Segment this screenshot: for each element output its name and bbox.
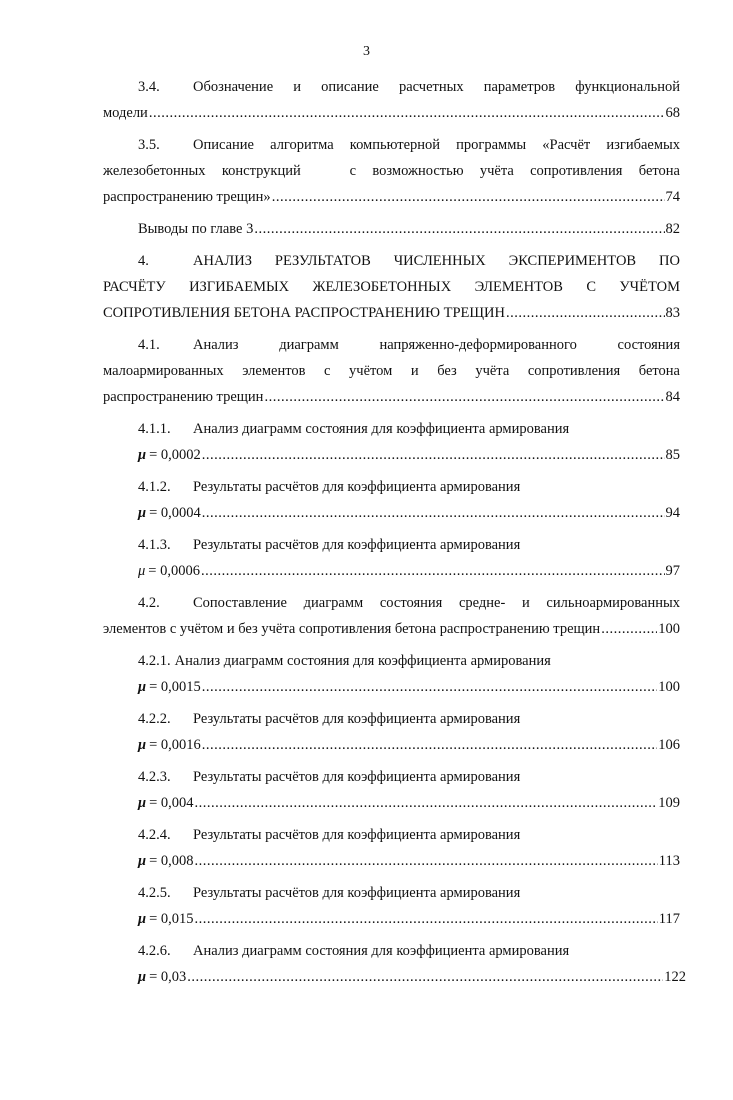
leader-dots [506, 300, 665, 326]
leader-dots [264, 384, 664, 410]
toc-entry-4-1-3[interactable] [103, 532, 680, 584]
toc-entry-4[interactable] [103, 248, 680, 326]
mu-symbol: μ [138, 447, 147, 463]
page-ref: 82 [665, 221, 680, 237]
entry-title: Анализ диаграмм состояния для коэффициента армирования [193, 943, 570, 959]
entry-title: Обозначение и описание расчетных параметров функциональной [193, 79, 680, 95]
section-number: 3.4. [138, 79, 160, 95]
entry-title-cont: железобетонных конструкций с возможностью учёта сопротивления бетона [103, 163, 680, 179]
leader-dots [202, 732, 657, 758]
toc-entry-4-2-5[interactable] [103, 880, 680, 932]
entry-title: АНАЛИЗ РЕЗУЛЬТАТОВ ЧИСЛЕННЫХ ЭКСПЕРИМЕНТОВ ПО [193, 253, 680, 269]
toc-entry-4-1-2[interactable] [103, 474, 680, 526]
section-number: 4.2.3. [138, 769, 171, 785]
section-number: 3.5. [138, 137, 160, 153]
leader-dots [202, 442, 665, 468]
page-ref: 94 [665, 505, 680, 521]
coefficient-value: = 0,015 [149, 911, 194, 927]
section-number: 4.2.4. [138, 827, 171, 843]
entry-title: Выводы по главе 3 [138, 221, 254, 237]
section-number: 4. [138, 253, 149, 269]
entry-title-cont: РАСЧЁТУ ИЗГИБАЕМЫХ ЖЕЛЕЗОБЕТОННЫХ ЭЛЕМЕНТОВ С УЧЁТОМ [103, 279, 680, 295]
section-number: 4.2.1. [138, 653, 171, 669]
page-ref: 85 [665, 447, 680, 463]
mu-symbol: μ [138, 969, 147, 985]
page-ref: 122 [664, 969, 686, 985]
page-ref: 117 [658, 911, 680, 927]
toc-entry-4-2-1[interactable] [103, 648, 680, 700]
page-ref: 109 [658, 795, 680, 811]
section-number: 4.2.2. [138, 711, 171, 727]
coefficient-value: = 0,004 [149, 795, 194, 811]
entry-title: Результаты расчётов для коэффициента армирования [193, 827, 521, 843]
page-ref: 83 [665, 305, 680, 321]
leader-dots [195, 848, 658, 874]
toc-entry-3-4[interactable] [103, 74, 680, 126]
page-ref: 113 [658, 853, 680, 869]
table-of-contents [103, 74, 686, 996]
coefficient-value: = 0,03 [149, 969, 187, 985]
entry-title-cont: распространению трещин [103, 389, 264, 405]
leader-dots [201, 558, 665, 584]
coefficient-value: = 0,0004 [149, 505, 201, 521]
page-ref: 84 [665, 389, 680, 405]
section-number: 4.1. [138, 337, 160, 353]
entry-title: Анализ диаграмм напряженно-деформированного состояния [193, 337, 680, 353]
leader-dots [202, 674, 657, 700]
coefficient-value: = 0,0006 [148, 563, 200, 579]
coefficient-value: = 0,0002 [149, 447, 201, 463]
toc-entry-4-2-6[interactable] [103, 938, 686, 990]
entry-title-cont: модели [103, 105, 148, 121]
entry-title-cont: распространению трещин» [103, 189, 271, 205]
coefficient-value: = 0,0016 [149, 737, 201, 753]
leader-dots [187, 964, 663, 990]
entry-title: Результаты расчётов для коэффициента армирования [193, 479, 521, 495]
page-ref: 106 [658, 737, 680, 753]
mu-symbol: μ [138, 563, 146, 579]
entry-title: Результаты расчётов для коэффициента армирования [193, 711, 521, 727]
section-number: 4.1.1. [138, 421, 171, 437]
entry-title: Результаты расчётов для коэффициента армирования [193, 885, 521, 901]
entry-title: Сопоставление диаграмм состояния средне- и сильноармированных [193, 595, 680, 611]
coefficient-value: = 0,0015 [149, 679, 201, 695]
page-ref: 100 [658, 621, 680, 637]
toc-entry-vyvody-3[interactable] [103, 216, 680, 242]
mu-symbol: μ [138, 853, 147, 869]
toc-entry-3-5[interactable] [103, 132, 680, 210]
entry-title: Результаты расчётов для коэффициента армирования [193, 537, 521, 553]
leader-dots [601, 616, 657, 642]
coefficient-value: = 0,008 [149, 853, 194, 869]
entry-title: Результаты расчётов для коэффициента армирования [193, 769, 521, 785]
leader-dots [195, 790, 658, 816]
mu-symbol: μ [138, 737, 147, 753]
toc-entry-4-1-1[interactable] [103, 416, 680, 468]
section-number: 4.2.5. [138, 885, 171, 901]
entry-title: Описание алгоритма компьютерной программы «Расчёт изгибаемых [193, 137, 680, 153]
entry-title: Анализ диаграмм состояния для коэффициента армирования [193, 421, 570, 437]
entry-title-cont: СОПРОТИВЛЕНИЯ БЕТОНА РАСПРОСТРАНЕНИЮ ТРЕЩИН [103, 305, 505, 321]
section-number: 4.2.6. [138, 943, 171, 959]
page-ref: 68 [665, 105, 680, 121]
leader-dots [202, 500, 665, 526]
section-number: 4.1.3. [138, 537, 171, 553]
leader-dots [195, 906, 658, 932]
leader-dots [272, 184, 665, 210]
toc-entry-4-2-4[interactable] [103, 822, 680, 874]
mu-symbol: μ [138, 679, 147, 695]
section-number: 4.1.2. [138, 479, 171, 495]
toc-entry-4-1[interactable] [103, 332, 680, 410]
mu-symbol: μ [138, 505, 147, 521]
entry-title-cont: малоармированных элементов с учётом и без учёта сопротивления бетона [103, 363, 680, 379]
page-ref: 100 [658, 679, 680, 695]
entry-title-cont: элементов с учётом и без учёта сопротивления бетона распространению трещин [103, 621, 601, 637]
page-number: 3 [363, 44, 370, 59]
leader-dots [254, 216, 664, 242]
toc-entry-4-2[interactable] [103, 590, 680, 642]
page-ref: 97 [665, 563, 680, 579]
toc-entry-4-2-2[interactable] [103, 706, 680, 758]
mu-symbol: μ [138, 911, 147, 927]
entry-title: Анализ диаграмм состояния для коэффициента армирования [174, 653, 551, 669]
section-number: 4.2. [138, 595, 160, 611]
mu-symbol: μ [138, 795, 147, 811]
page-ref: 74 [665, 189, 680, 205]
toc-entry-4-2-3[interactable] [103, 764, 680, 816]
leader-dots [149, 100, 665, 126]
